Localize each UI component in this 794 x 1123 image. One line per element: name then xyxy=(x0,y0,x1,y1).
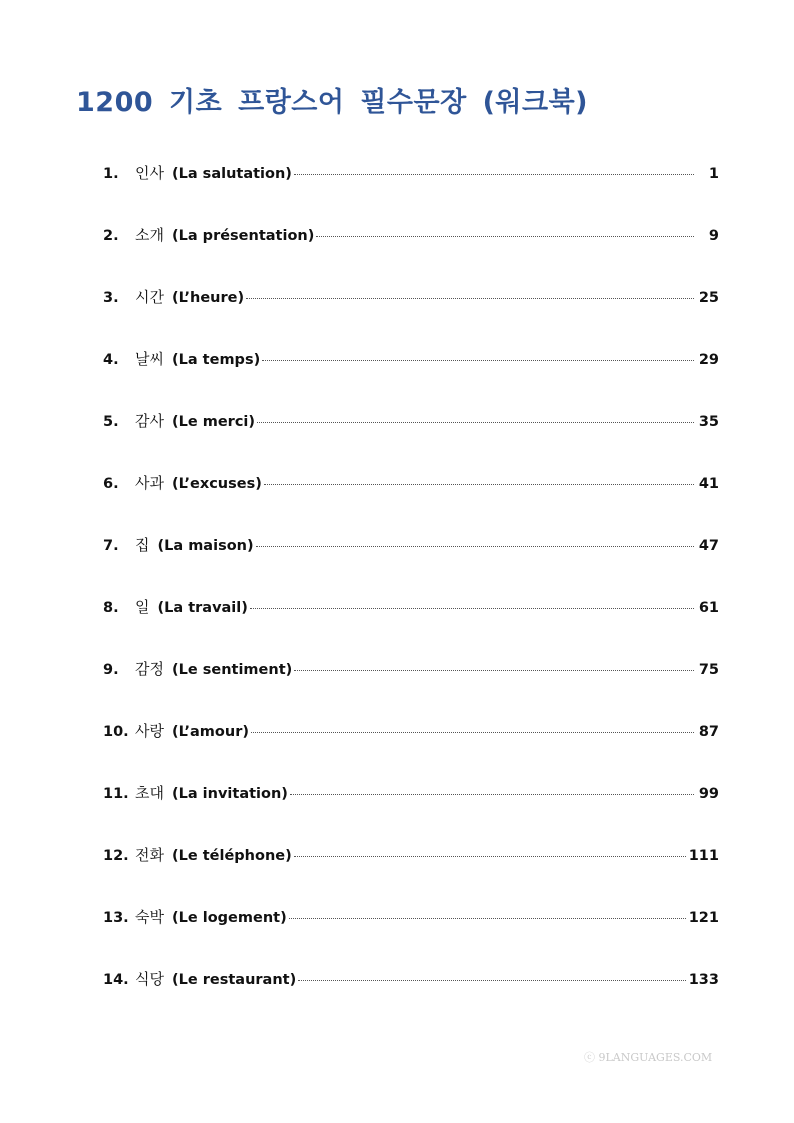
toc-entry-french-title: (L’excuses) xyxy=(171,476,262,492)
toc-entry-korean-title: 감사 xyxy=(135,412,164,430)
toc-entry-french-title: (L’amour) xyxy=(171,724,249,740)
toc-entry-french-title: (La travail) xyxy=(157,600,248,616)
toc-entry[interactable] xyxy=(103,410,719,472)
toc-entry-korean-title: 초대 xyxy=(135,784,164,802)
toc-entry-korean-title: 전화 xyxy=(135,846,164,864)
toc-entry-french-title: (Le téléphone) xyxy=(171,848,292,864)
toc-entry-number: 9. xyxy=(103,662,119,678)
toc-entry-page: 75 xyxy=(698,662,719,678)
toc-entry[interactable] xyxy=(103,224,719,286)
toc-entry-french-title: (La présentation) xyxy=(171,228,315,244)
toc-entry-number: 6. xyxy=(103,476,119,492)
toc-dot-leader xyxy=(316,236,694,237)
toc-entry-french-title: (Le logement) xyxy=(171,910,287,926)
toc-entry[interactable] xyxy=(103,286,719,348)
toc-entry-number: 8. xyxy=(103,600,119,616)
toc-entry-korean-title: 인사 xyxy=(135,164,164,182)
toc-entry-french-title: (La invitation) xyxy=(171,786,288,802)
toc-entry[interactable] xyxy=(103,844,719,906)
toc-dot-leader xyxy=(294,670,694,671)
toc-dot-leader xyxy=(264,484,694,485)
toc-entry-number: 2. xyxy=(103,228,119,244)
toc-entry-number: 13. xyxy=(103,910,129,926)
toc-entry-korean-title: 식당 xyxy=(135,970,164,988)
toc-entry[interactable] xyxy=(103,658,719,720)
toc-dot-leader xyxy=(250,608,694,609)
toc-entry-number: 3. xyxy=(103,290,119,306)
toc-entry-number: 1. xyxy=(103,166,119,182)
toc-dot-leader xyxy=(294,174,694,175)
toc-dot-leader xyxy=(262,360,694,361)
toc-dot-leader xyxy=(289,918,686,919)
toc-dot-leader xyxy=(257,422,694,423)
toc-entry-page: 9 xyxy=(708,228,719,244)
copyright-footer: ⓒ 9LANGUAGES.COM xyxy=(584,1051,713,1064)
toc-entry[interactable] xyxy=(103,348,719,410)
toc-entry-korean-title: 집 xyxy=(135,536,150,554)
toc-entry-korean-title: 날씨 xyxy=(135,350,164,368)
toc-entry-korean-title: 사과 xyxy=(135,474,164,492)
table-of-contents xyxy=(103,162,719,1030)
toc-entry-page: 47 xyxy=(698,538,719,554)
toc-entry-korean-title: 감정 xyxy=(135,660,164,678)
toc-entry-french-title: (La temps) xyxy=(171,352,261,368)
toc-entry-korean-title: 사랑 xyxy=(135,722,164,740)
toc-dot-leader xyxy=(294,856,686,857)
toc-entry-korean-title: 일 xyxy=(135,598,150,616)
toc-entry[interactable] xyxy=(103,534,719,596)
toc-entry[interactable] xyxy=(103,968,719,1030)
toc-entry-korean-title: 시간 xyxy=(135,288,164,306)
toc-entry-page: 1 xyxy=(708,166,719,182)
toc-entry[interactable] xyxy=(103,472,719,534)
toc-entry[interactable] xyxy=(103,162,719,224)
toc-entry[interactable] xyxy=(103,720,719,782)
toc-entry-page: 35 xyxy=(698,414,719,430)
toc-dot-leader xyxy=(251,732,694,733)
toc-entry-french-title: (Le merci) xyxy=(171,414,256,430)
toc-entry-number: 4. xyxy=(103,352,119,368)
toc-entry-page: 29 xyxy=(698,352,719,368)
toc-entry-number: 11. xyxy=(103,786,129,802)
toc-entry-page: 99 xyxy=(698,786,719,802)
toc-entry-page: 121 xyxy=(688,910,719,926)
toc-entry-french-title: (La maison) xyxy=(157,538,254,554)
toc-entry-page: 25 xyxy=(698,290,719,306)
toc-dot-leader xyxy=(290,794,694,795)
toc-entry-french-title: (L’heure) xyxy=(171,290,245,306)
toc-entry[interactable] xyxy=(103,906,719,968)
toc-entry-korean-title: 숙박 xyxy=(135,908,164,926)
toc-entry-page: 61 xyxy=(698,600,719,616)
toc-entry[interactable] xyxy=(103,596,719,658)
toc-dot-leader xyxy=(256,546,694,547)
page-title: 1200 기초 프랑스어 필수문장 (워크북) xyxy=(76,87,588,118)
toc-entry-korean-title: 소개 xyxy=(135,226,164,244)
toc-entry-page: 111 xyxy=(688,848,719,864)
toc-entry-french-title: (Le restaurant) xyxy=(171,972,297,988)
toc-dot-leader xyxy=(298,980,686,981)
toc-entry-number: 7. xyxy=(103,538,119,554)
toc-entry[interactable] xyxy=(103,782,719,844)
toc-entry-page: 41 xyxy=(698,476,719,492)
toc-entry-french-title: (Le sentiment) xyxy=(171,662,293,678)
toc-entry-number: 5. xyxy=(103,414,119,430)
toc-dot-leader xyxy=(246,298,694,299)
toc-entry-page: 87 xyxy=(698,724,719,740)
toc-entry-number: 10. xyxy=(103,724,129,740)
toc-entry-number: 12. xyxy=(103,848,129,864)
toc-entry-page: 133 xyxy=(688,972,719,988)
toc-entry-number: 14. xyxy=(103,972,129,988)
toc-entry-french-title: (La salutation) xyxy=(171,166,292,182)
